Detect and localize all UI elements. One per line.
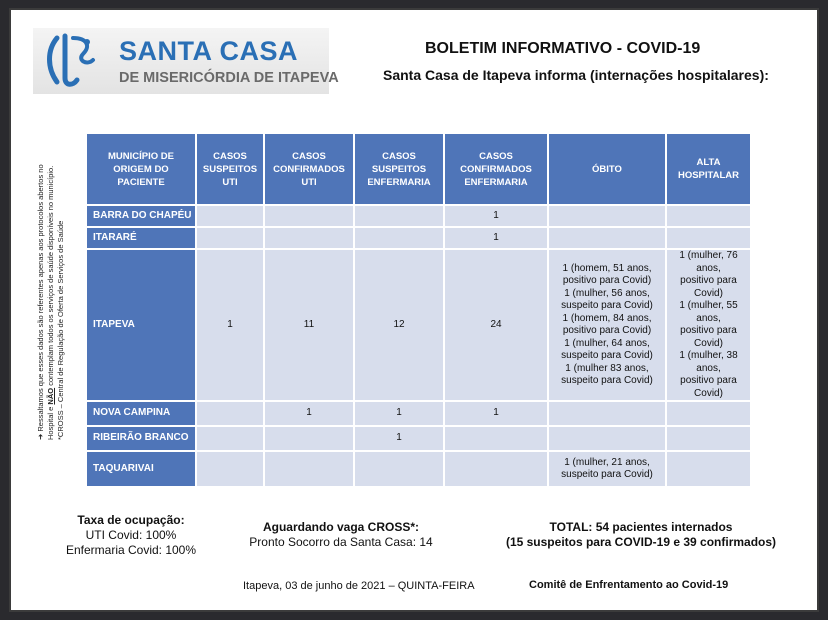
table-row (86, 249, 751, 401)
cross-value: Pronto Socorro da Santa Casa: 14 (249, 535, 433, 549)
cell-susp-uti: 1 (196, 249, 264, 401)
logo-subtitle: DE MISERICÓRDIA DE ITAPEVA (119, 70, 339, 86)
cell-conf-enf: 24 (444, 249, 548, 401)
occupancy-uti: UTI Covid: 100% (85, 528, 177, 542)
cell-municipio: TAQUARIVAI (86, 451, 196, 487)
cell-conf-uti (264, 205, 354, 227)
cell-conf-uti (264, 451, 354, 487)
cell-conf-enf: 1 (444, 205, 548, 227)
col-header-confirmados-enfermaria: CASOS CONFIRMADOS ENFERMARIA (444, 133, 548, 205)
cell-municipio: RIBEIRÃO BRANCO (86, 426, 196, 451)
cell-susp-enf: 12 (354, 249, 444, 401)
side-note-line-3: *CROSS – Central de Regulação de Oferta de Serviços de Saúde (56, 220, 65, 440)
alta-line: positivo para Covid) (680, 375, 737, 399)
bulletin-page (9, 8, 819, 612)
obito-line: positivo para Covid) (562, 325, 652, 336)
cell-susp-enf (354, 205, 444, 227)
alta-line: 1 (mulher, 76 anos, (679, 250, 738, 274)
cell-obito (548, 227, 666, 249)
alta-line: 1 (mulher, 55 anos, (679, 300, 738, 324)
footer-committee: Comitê de Enfrentamento ao Covid-19 (529, 579, 729, 591)
cell-conf-uti (264, 227, 354, 249)
logo-title: SANTA CASA (119, 36, 298, 66)
cell-obito (548, 205, 666, 227)
occupancy-title: Taxa de ocupação: (77, 513, 185, 527)
table-header-row (86, 133, 751, 205)
bulletin-subtitle: Santa Casa de Itapeva informa (internações hospitalares): (383, 67, 769, 83)
side-note-line-2 (46, 130, 56, 440)
cell-susp-uti (196, 205, 264, 227)
cell-municipio: BARRA DO CHAPÉU (86, 205, 196, 227)
obito-line: suspeito para Covid) (561, 350, 653, 361)
alta-line: 1 (mulher, 38 anos, (679, 350, 738, 374)
obito-line: positivo para Covid) (562, 275, 652, 286)
col-header-suspeitos-enfermaria: CASOS SUSPEITOS ENFERMARIA (354, 133, 444, 205)
obito-line: 1 (homem, 84 anos, (562, 312, 652, 324)
obito-line: 1 (mulher, 56 anos, (564, 287, 650, 299)
alta-line: positivo para Covid) (680, 275, 737, 299)
table-row (86, 451, 751, 487)
cell-susp-enf (354, 451, 444, 487)
table-row (86, 426, 751, 451)
cell-obito (548, 451, 666, 487)
cell-conf-uti: 1 (264, 401, 354, 426)
cell-obito (548, 426, 666, 451)
col-header-suspeitos-uti: CASOS SUSPEITOS UTI (196, 133, 264, 205)
cell-obito (548, 401, 666, 426)
table-row (86, 401, 751, 426)
cell-susp-enf (354, 227, 444, 249)
santa-casa-emblem-icon (43, 32, 101, 90)
cell-conf-enf (444, 426, 548, 451)
cell-municipio: ITARARÉ (86, 227, 196, 249)
side-note-line-2a: Hospital e (46, 404, 55, 440)
obito-line: 1 (homem, 51 anos, (562, 262, 652, 274)
cell-susp-uti (196, 227, 264, 249)
occupancy-summary (41, 513, 221, 558)
footer-date: Itapeva, 03 de junho de 2021 – QUINTA-FEIRA (243, 580, 475, 592)
table-row (86, 205, 751, 227)
cell-susp-uti (196, 401, 264, 426)
cell-conf-enf (444, 451, 548, 487)
cell-municipio: NOVA CAMPINA (86, 401, 196, 426)
cell-susp-enf: 1 (354, 426, 444, 451)
total-detail: (15 suspeitos para COVID-19 e 39 confirmados) (505, 535, 777, 549)
cell-alta (666, 401, 751, 426)
obito-line: 1 (mulher, 64 anos, (564, 337, 650, 349)
col-header-municipio: MUNICÍPIO DE ORIGEM DO PACIENTE (86, 133, 196, 205)
cell-susp-uti (196, 426, 264, 451)
obito-line: suspeito para Covid) (561, 375, 653, 386)
hospitalization-table (85, 132, 752, 488)
cell-alta (666, 249, 751, 401)
santa-casa-logo (33, 28, 339, 94)
cell-obito (548, 249, 666, 401)
total-summary (491, 520, 791, 550)
cell-alta (666, 451, 751, 487)
col-header-alta: ALTA HOSPITALAR (666, 133, 751, 205)
cross-title: Aguardando vaga CROSS*: (262, 520, 420, 534)
obito-line: suspeito para Covid) (561, 469, 653, 480)
side-note-line-2c: contemplam todos os serviços de saúde disponíveis no município. (46, 165, 55, 388)
obito-line: suspeito para Covid) (561, 300, 653, 311)
obito-line: 1 (mulher 83 anos, (565, 362, 649, 374)
table-row (86, 227, 751, 249)
bulletin-title: BOLETIM INFORMATIVO - COVID-19 (425, 40, 701, 57)
cell-alta (666, 227, 751, 249)
col-header-confirmados-uti: CASOS CONFIRMADOS UTI (264, 133, 354, 205)
cell-susp-enf: 1 (354, 401, 444, 426)
alta-line: positivo para Covid) (680, 325, 737, 349)
side-note (36, 130, 66, 440)
cell-conf-uti (264, 426, 354, 451)
cell-conf-enf: 1 (444, 227, 548, 249)
cell-alta (666, 205, 751, 227)
cell-susp-uti (196, 451, 264, 487)
cell-conf-uti: 11 (264, 249, 354, 401)
cell-alta (666, 426, 751, 451)
cell-municipio: ITAPEVA (86, 249, 196, 401)
cell-conf-enf: 1 (444, 401, 548, 426)
occupancy-enfermaria: Enfermaria Covid: 100% (65, 543, 197, 557)
side-note-line-1: ➜ Ressaltamos que esses dados são referentes apenas aos protocolos abertos no (36, 164, 45, 440)
cross-summary (231, 520, 451, 550)
obito-line: 1 (mulher, 21 anos, (564, 456, 650, 468)
side-note-emphasis: NÃO (46, 387, 55, 405)
total-title: TOTAL: 54 pacientes internados (549, 520, 733, 534)
col-header-obito: ÓBITO (548, 133, 666, 205)
